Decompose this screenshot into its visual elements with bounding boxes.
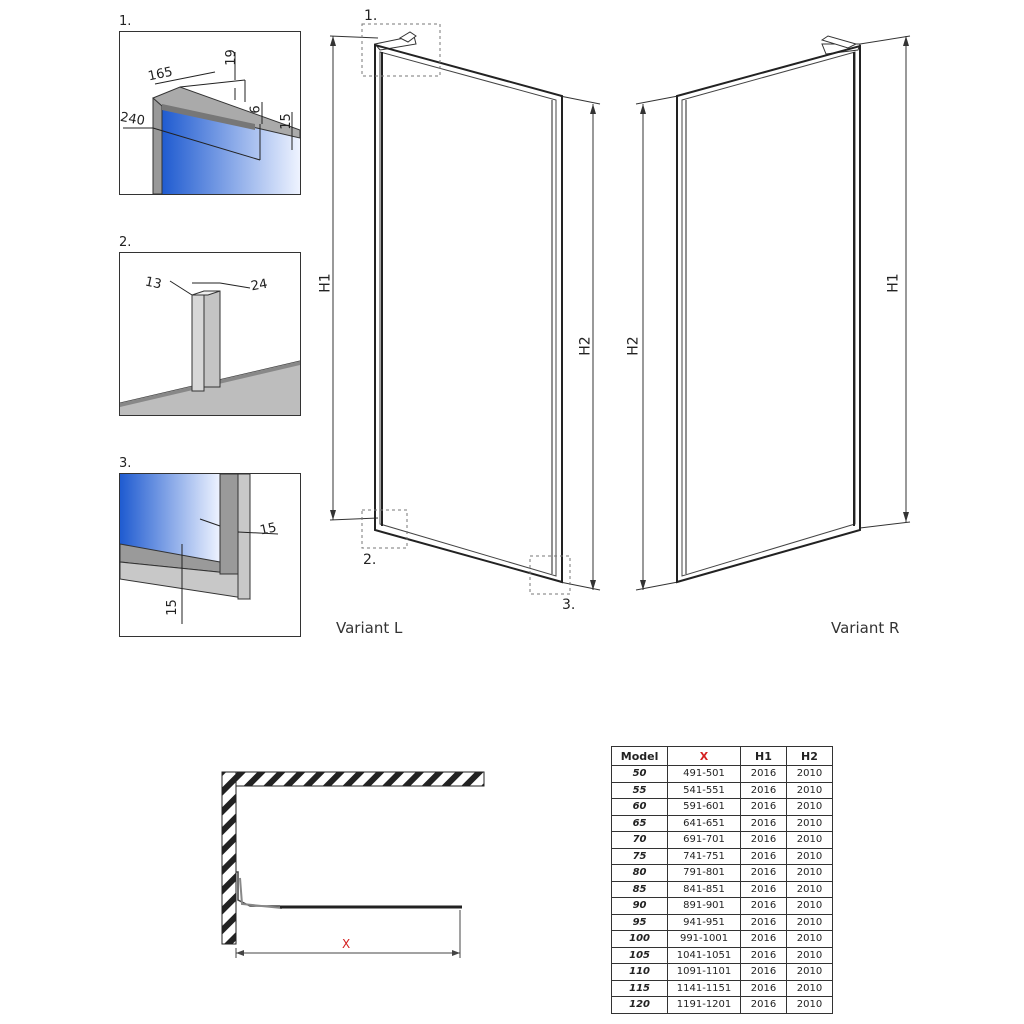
table-cell-h2: 2010 bbox=[786, 964, 832, 981]
table-cell-h2: 2010 bbox=[786, 799, 832, 816]
table-row bbox=[612, 914, 833, 931]
table-cell-h2: 2010 bbox=[786, 865, 832, 882]
table-cell-h1: 2016 bbox=[740, 881, 786, 898]
table-cell-model: 50 bbox=[612, 766, 668, 783]
table-row bbox=[612, 832, 833, 849]
detail-2-dim-13: 13 bbox=[143, 274, 163, 293]
col-header-x: X bbox=[668, 747, 741, 766]
detail-1-dim-240: 240 bbox=[118, 109, 146, 130]
spec-table bbox=[611, 746, 833, 1014]
table-cell-x: 841-851 bbox=[668, 881, 741, 898]
table-cell-h2: 2010 bbox=[786, 832, 832, 849]
table-cell-model: 110 bbox=[612, 964, 668, 981]
table-cell-x: 891-901 bbox=[668, 898, 741, 915]
spec-table-body bbox=[612, 766, 833, 1014]
variant-r-h1-label: H1 bbox=[885, 273, 902, 293]
table-cell-model: 85 bbox=[612, 881, 668, 898]
detail-3-drawing bbox=[120, 474, 300, 636]
variant-r-title: Variant R bbox=[831, 619, 900, 637]
table-cell-x: 1191-1201 bbox=[668, 997, 741, 1014]
detail-1-dim-15: 15 bbox=[278, 113, 294, 130]
table-cell-h2: 2010 bbox=[786, 980, 832, 997]
table-row bbox=[612, 997, 833, 1014]
table-cell-x: 691-701 bbox=[668, 832, 741, 849]
table-cell-model: 55 bbox=[612, 782, 668, 799]
table-cell-h2: 2010 bbox=[786, 931, 832, 948]
table-cell-x: 1141-1151 bbox=[668, 980, 741, 997]
table-cell-model: 120 bbox=[612, 997, 668, 1014]
table-cell-model: 70 bbox=[612, 832, 668, 849]
detail-1-dim-19: 19 bbox=[223, 49, 239, 66]
table-row bbox=[612, 815, 833, 832]
table-cell-h1: 2016 bbox=[740, 848, 786, 865]
table-cell-h1: 2016 bbox=[740, 865, 786, 882]
table-cell-model: 75 bbox=[612, 848, 668, 865]
table-cell-model: 100 bbox=[612, 931, 668, 948]
table-cell-x: 1041-1051 bbox=[668, 947, 741, 964]
table-cell-x: 941-951 bbox=[668, 914, 741, 931]
table-cell-h1: 2016 bbox=[740, 964, 786, 981]
variant-l-callout-2: 2. bbox=[363, 552, 377, 568]
detail-3-dim-15-horizontal: 15 bbox=[258, 520, 278, 539]
col-header-h1: H1 bbox=[740, 747, 786, 766]
detail-3-panel bbox=[119, 473, 301, 637]
detail-1-dim-6: 6 bbox=[248, 105, 264, 114]
detail-1-label: 1. bbox=[119, 14, 132, 29]
variant-l-h2-label: H2 bbox=[577, 336, 594, 356]
table-cell-h2: 2010 bbox=[786, 947, 832, 964]
spec-table-header-row bbox=[612, 747, 833, 766]
table-row bbox=[612, 947, 833, 964]
variant-l-title: Variant L bbox=[336, 619, 403, 637]
table-row bbox=[612, 881, 833, 898]
table-cell-h2: 2010 bbox=[786, 848, 832, 865]
table-cell-h1: 2016 bbox=[740, 799, 786, 816]
table-cell-model: 90 bbox=[612, 898, 668, 915]
col-header-model: Model bbox=[612, 747, 668, 766]
table-cell-h1: 2016 bbox=[740, 782, 786, 799]
table-cell-h2: 2010 bbox=[786, 898, 832, 915]
variant-r-h2-label: H2 bbox=[625, 336, 642, 356]
detail-2-label: 2. bbox=[119, 235, 132, 250]
detail-3-label: 3. bbox=[119, 456, 132, 471]
table-cell-h2: 2010 bbox=[786, 914, 832, 931]
detail-1-drawing bbox=[120, 32, 300, 194]
table-row bbox=[612, 898, 833, 915]
detail-1-dim-165: 165 bbox=[146, 64, 175, 85]
table-row bbox=[612, 931, 833, 948]
detail-1-panel bbox=[119, 31, 301, 195]
variant-l-h1-label: H1 bbox=[317, 273, 334, 293]
table-cell-h2: 2010 bbox=[786, 997, 832, 1014]
table-cell-x: 791-801 bbox=[668, 865, 741, 882]
table-row bbox=[612, 766, 833, 783]
table-cell-h2: 2010 bbox=[786, 881, 832, 898]
variant-l-drawing bbox=[317, 0, 620, 630]
detail-2-dim-24: 24 bbox=[249, 276, 269, 295]
table-cell-x: 641-651 bbox=[668, 815, 741, 832]
table-cell-model: 105 bbox=[612, 947, 668, 964]
variant-l-callout-1: 1. bbox=[364, 8, 378, 24]
table-cell-x: 1091-1101 bbox=[668, 964, 741, 981]
table-row bbox=[612, 964, 833, 981]
table-cell-h1: 2016 bbox=[740, 914, 786, 931]
table-row bbox=[612, 848, 833, 865]
table-cell-x: 991-1001 bbox=[668, 931, 741, 948]
table-cell-model: 115 bbox=[612, 980, 668, 997]
table-cell-h2: 2010 bbox=[786, 782, 832, 799]
col-header-h2: H2 bbox=[786, 747, 832, 766]
table-row bbox=[612, 865, 833, 882]
table-cell-h2: 2010 bbox=[786, 815, 832, 832]
table-cell-model: 80 bbox=[612, 865, 668, 882]
detail-3-dim-15-vertical: 15 bbox=[164, 599, 180, 616]
table-cell-model: 95 bbox=[612, 914, 668, 931]
table-cell-h1: 2016 bbox=[740, 898, 786, 915]
table-row bbox=[612, 782, 833, 799]
table-cell-h1: 2016 bbox=[740, 766, 786, 783]
table-row bbox=[612, 799, 833, 816]
table-cell-x: 491-501 bbox=[668, 766, 741, 783]
table-cell-h1: 2016 bbox=[740, 832, 786, 849]
plan-view-drawing bbox=[210, 760, 500, 970]
table-cell-x: 591-601 bbox=[668, 799, 741, 816]
plan-x-label: X bbox=[342, 937, 351, 951]
table-cell-h1: 2016 bbox=[740, 815, 786, 832]
table-cell-x: 741-751 bbox=[668, 848, 741, 865]
table-cell-h1: 2016 bbox=[740, 947, 786, 964]
table-cell-h1: 2016 bbox=[740, 980, 786, 997]
variant-l-callout-3: 3. bbox=[562, 597, 576, 613]
variant-r-drawing bbox=[620, 0, 920, 630]
table-cell-model: 65 bbox=[612, 815, 668, 832]
table-cell-h1: 2016 bbox=[740, 931, 786, 948]
table-cell-h2: 2010 bbox=[786, 766, 832, 783]
table-cell-model: 60 bbox=[612, 799, 668, 816]
table-cell-x: 541-551 bbox=[668, 782, 741, 799]
table-cell-h1: 2016 bbox=[740, 997, 786, 1014]
table-row bbox=[612, 980, 833, 997]
